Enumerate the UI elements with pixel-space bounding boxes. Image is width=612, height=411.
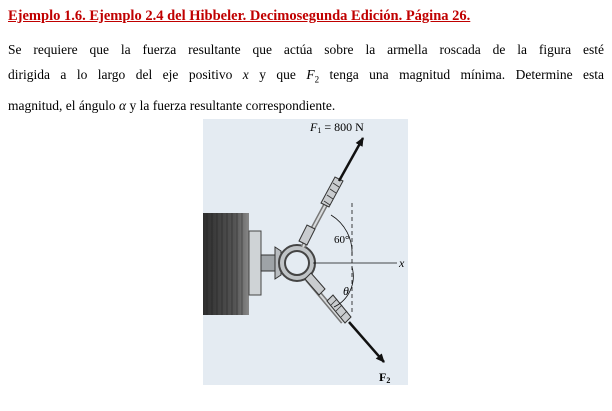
f1-label: F1 = 800 N <box>310 120 364 135</box>
eyebolt-figure <box>203 119 408 385</box>
angle-60-label: 60° <box>334 234 350 246</box>
theta-label: θ <box>343 284 349 298</box>
f2-label: F2 <box>379 370 391 385</box>
force-diagram <box>203 119 408 385</box>
statement-line-1: Se requiere que la fuerza resultante que actúa sobre la armella roscada de la figura esté <box>8 42 604 57</box>
statement-line-2: dirigida a lo largo del eje positivo x y que $F_2$ tenga una magnitud mínima. Determine esta <box>8 67 604 85</box>
example-title: Ejemplo 1.6. Ejemplo 2.4 del Hibbeler. Decimosegunda Edición. Página 26. <box>8 8 471 24</box>
x-axis-label: x <box>399 256 405 270</box>
statement-line-3: magnitud, el ángulo α y la fuerza resultante correspondiente. <box>8 97 336 113</box>
problem-statement <box>8 37 604 118</box>
